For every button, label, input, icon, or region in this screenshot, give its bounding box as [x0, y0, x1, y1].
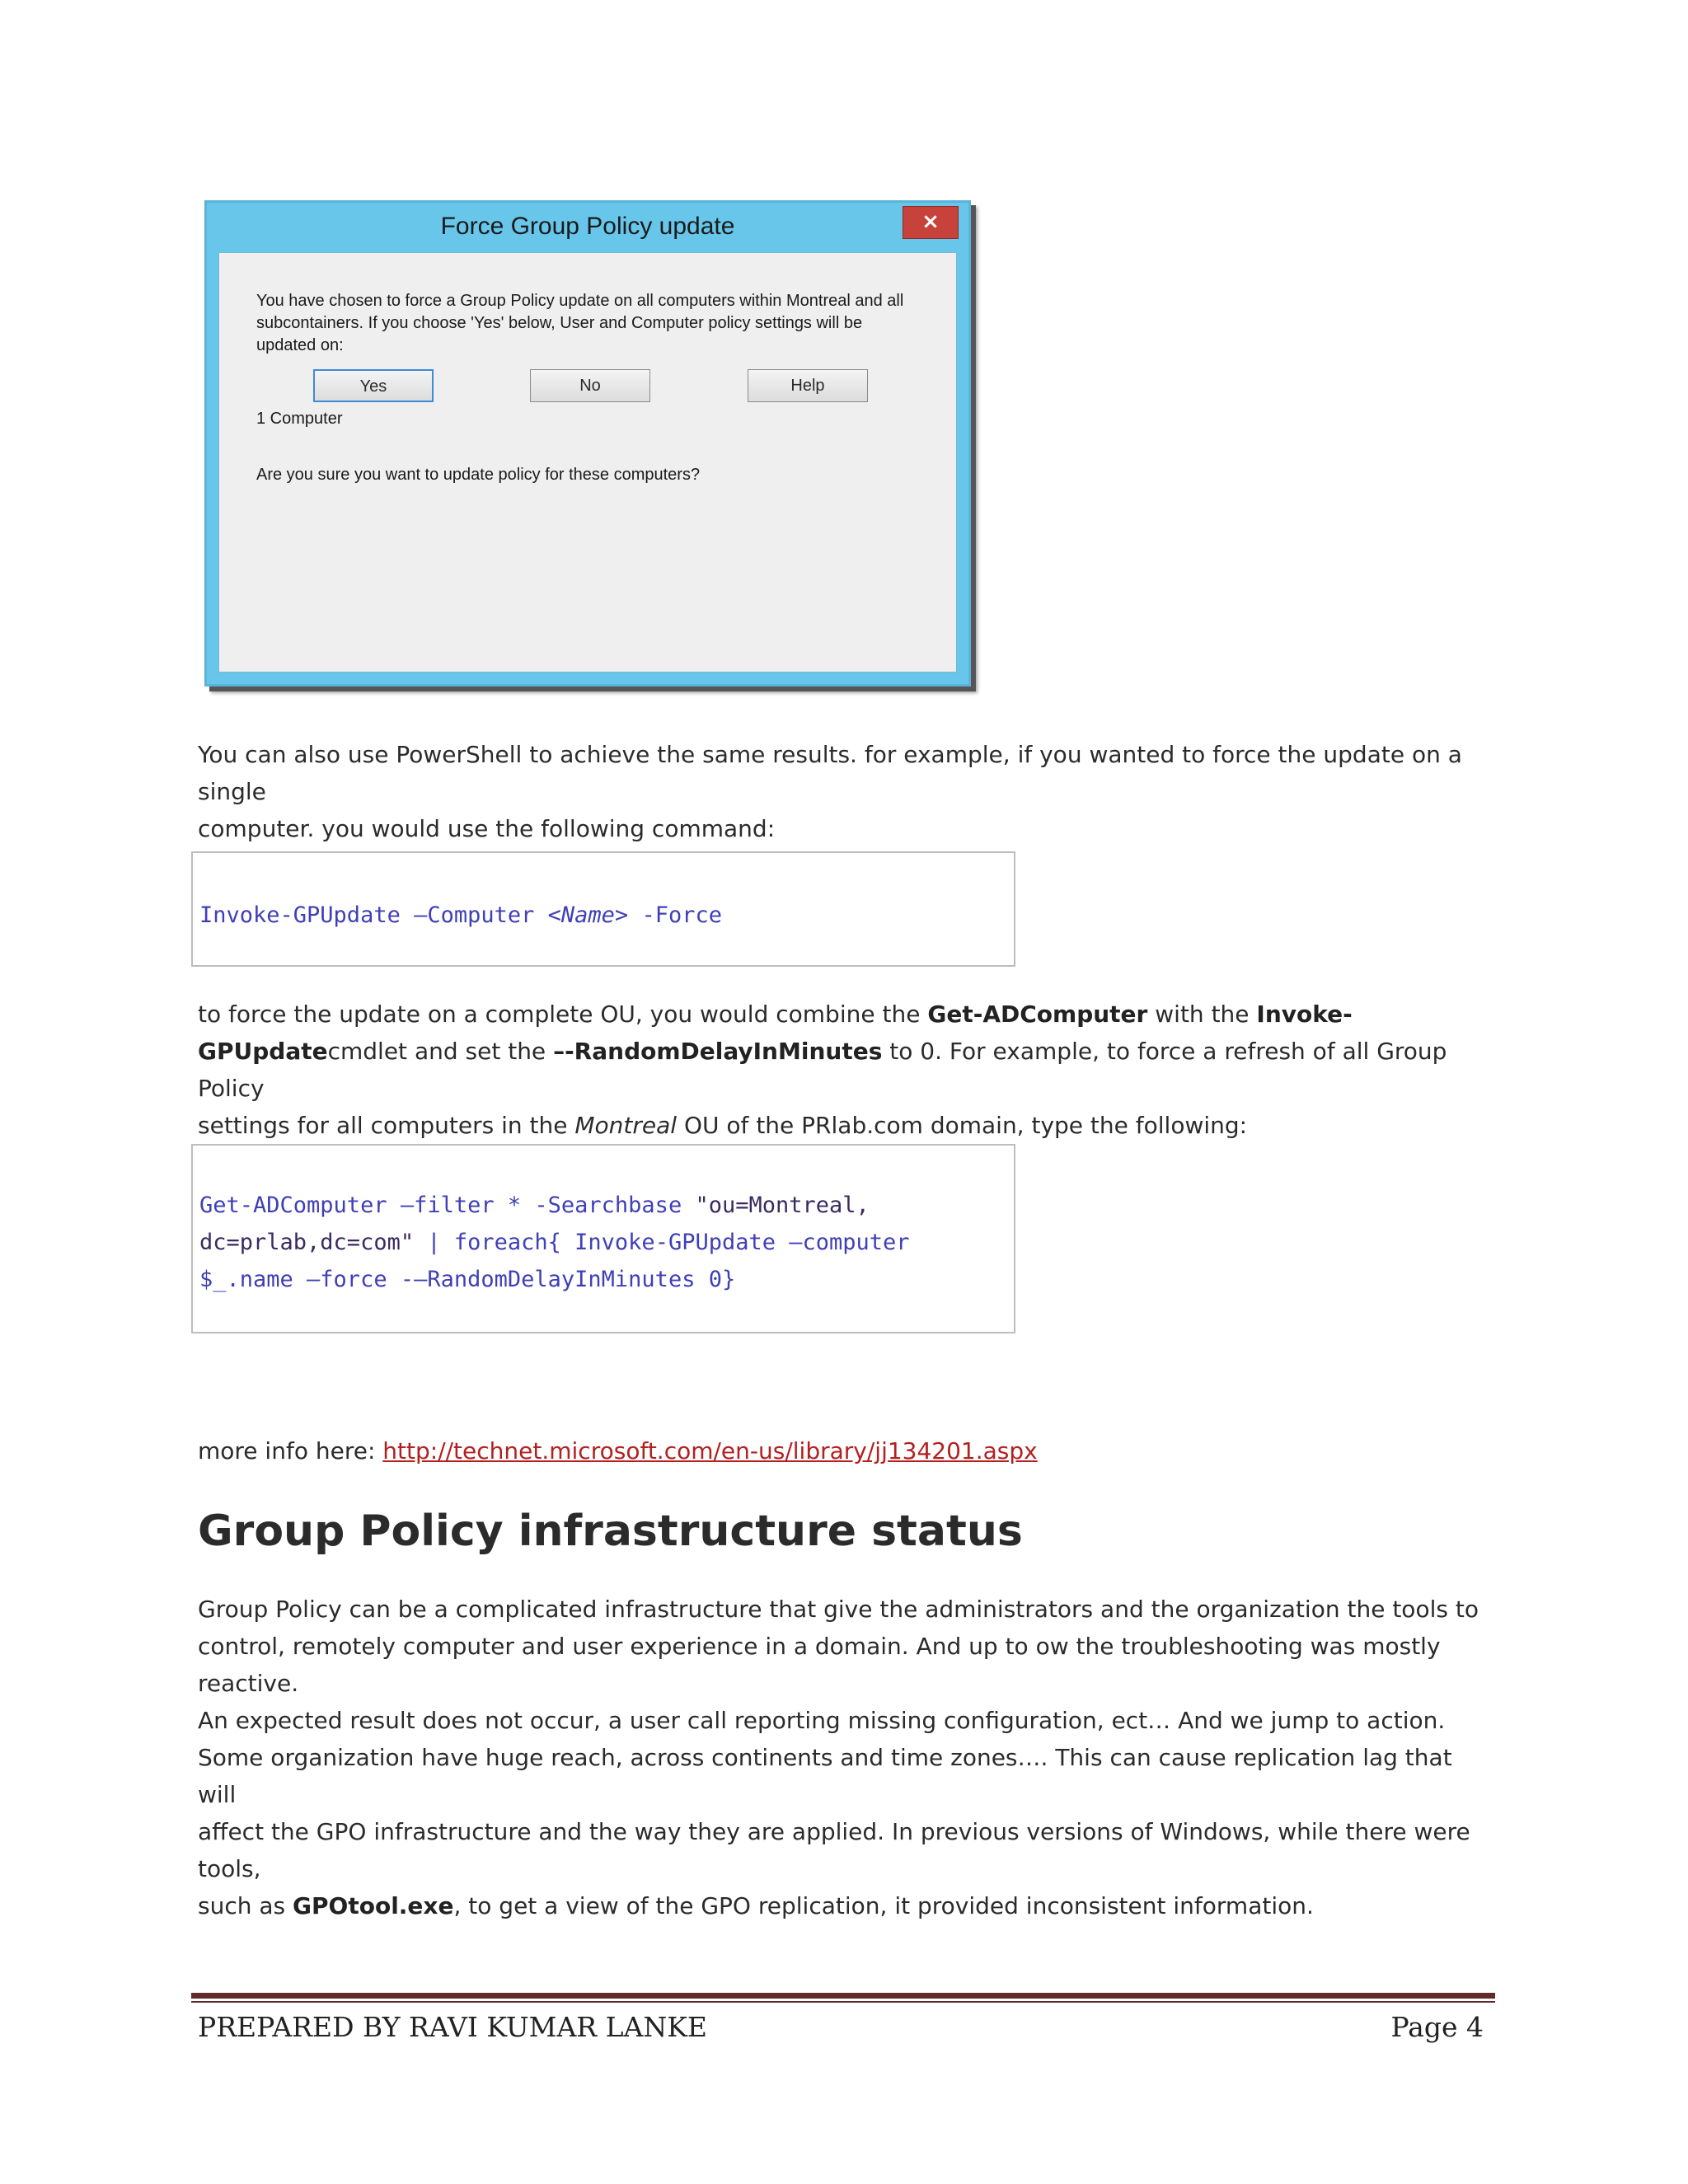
text-run: , to get a view of the GPO replication, it provided inconsistent information.: [453, 1892, 1314, 1919]
code-segment: | foreach{ Invoke-GPUpdate –computer: [414, 1230, 910, 1255]
text-line: computer. you would use the following command:: [198, 815, 776, 842]
footer-author: PREPARED BY RAVI KUMAR LANKE: [198, 2011, 707, 2043]
section-heading: Group Policy infrastructure status: [198, 1507, 1023, 1556]
dialog-computer-count: 1 Computer: [256, 410, 343, 428]
code-segment: Get-ADComputer –filter * -Searchbase: [199, 1193, 696, 1218]
text-line: affect the GPO infrastructure and the way they are applied. In previous versions of Windows, while there were tools,: [198, 1818, 1470, 1882]
code-line: [199, 1187, 870, 1224]
code-line: [199, 897, 722, 934]
text-run: settings for all computers in the: [198, 1112, 575, 1139]
close-icon[interactable]: ×: [903, 206, 959, 239]
text-run: with the: [1147, 1001, 1257, 1028]
text-line: Some organization have huge reach, across continents and time zones…. This can cause replication lag that will: [198, 1744, 1452, 1808]
code-string: "ou=Montreal,: [695, 1193, 870, 1218]
dialog-body: [218, 252, 957, 673]
code-string: dc=prlab,dc=com": [199, 1230, 415, 1255]
text-run: such as: [198, 1892, 293, 1919]
code-block-single-computer: [191, 851, 1015, 967]
bold-tool-name: GPOtool.exe: [293, 1892, 454, 1919]
bold-cmdlet: Invoke-: [1256, 1001, 1353, 1028]
text-line: control, remotely computer and user experience in a domain. And up to ow the troubleshooting was mostly reactive.: [198, 1633, 1441, 1697]
text-line: [198, 1033, 1492, 1107]
text-line: [198, 996, 1492, 1033]
help-button[interactable]: Help: [748, 369, 868, 402]
text-run: to 0. For example, to force a refresh of all Group Policy: [198, 1038, 1447, 1102]
bold-cmdlet: Get-ADComputer: [927, 1001, 1148, 1028]
text-line: [198, 1107, 1492, 1144]
more-info-label: more info here:: [198, 1437, 383, 1465]
dialog-question: Are you sure you want to update policy for these computers?: [256, 466, 701, 484]
code-segment: -Force: [628, 902, 722, 928]
text-line: [198, 1887, 1492, 1924]
yes-button[interactable]: Yes: [313, 369, 434, 402]
paragraph-infrastructure: [198, 1591, 1492, 1739]
bold-parameter: –-RandomDelayInMinutes: [553, 1038, 883, 1065]
footer-rule: [191, 2001, 1495, 2003]
paragraph-replication: [198, 1739, 1492, 1924]
code-placeholder: <Name>: [547, 902, 629, 928]
text-run: to force the update on a complete OU, you would combine the: [198, 1001, 928, 1028]
page-number: Page 4: [1390, 2011, 1484, 2043]
text-line: Group Policy can be a complicated infrastructure that give the administrators and the organization the tools to: [198, 1596, 1479, 1623]
text-run: cmdlet and set the: [327, 1038, 554, 1065]
code-block-ou: [191, 1144, 1015, 1333]
more-info: [198, 1432, 1492, 1469]
paragraph-complete-ou: [198, 996, 1492, 1144]
code-segment: Invoke-GPUpdate –Computer: [199, 902, 548, 928]
force-gp-update-dialog: [204, 200, 971, 687]
paragraph-powershell-intro: [198, 736, 1492, 847]
text-run: OU of the PRlab.com domain, type the following:: [677, 1112, 1248, 1139]
technet-link[interactable]: http://technet.microsoft.com/en-us/library/jj134201.aspx: [382, 1437, 1038, 1465]
dialog-title: Force Group Policy update: [440, 213, 735, 240]
text-line: An expected result does not occur, a user call reporting missing configuration, ect… And we jump to action.: [198, 1707, 1446, 1734]
code-line: $_.name –force -–RandomDelayInMinutes 0}: [199, 1267, 736, 1292]
footer-rule: [191, 1993, 1495, 1999]
no-button[interactable]: No: [530, 369, 650, 402]
bold-cmdlet: GPUpdate: [198, 1038, 328, 1065]
dialog-message: You have chosen to force a Group Policy update on all computers within Montreal and all subcontainers. If you choose 'Yes' below, User and Computer policy settings will be updated on:: [256, 292, 904, 354]
text-line: You can also use PowerShell to achieve the same results. for example, if you wanted to force the update on a single: [198, 741, 1462, 805]
code-line: [199, 1224, 910, 1261]
italic-ou: Montreal: [574, 1112, 678, 1139]
